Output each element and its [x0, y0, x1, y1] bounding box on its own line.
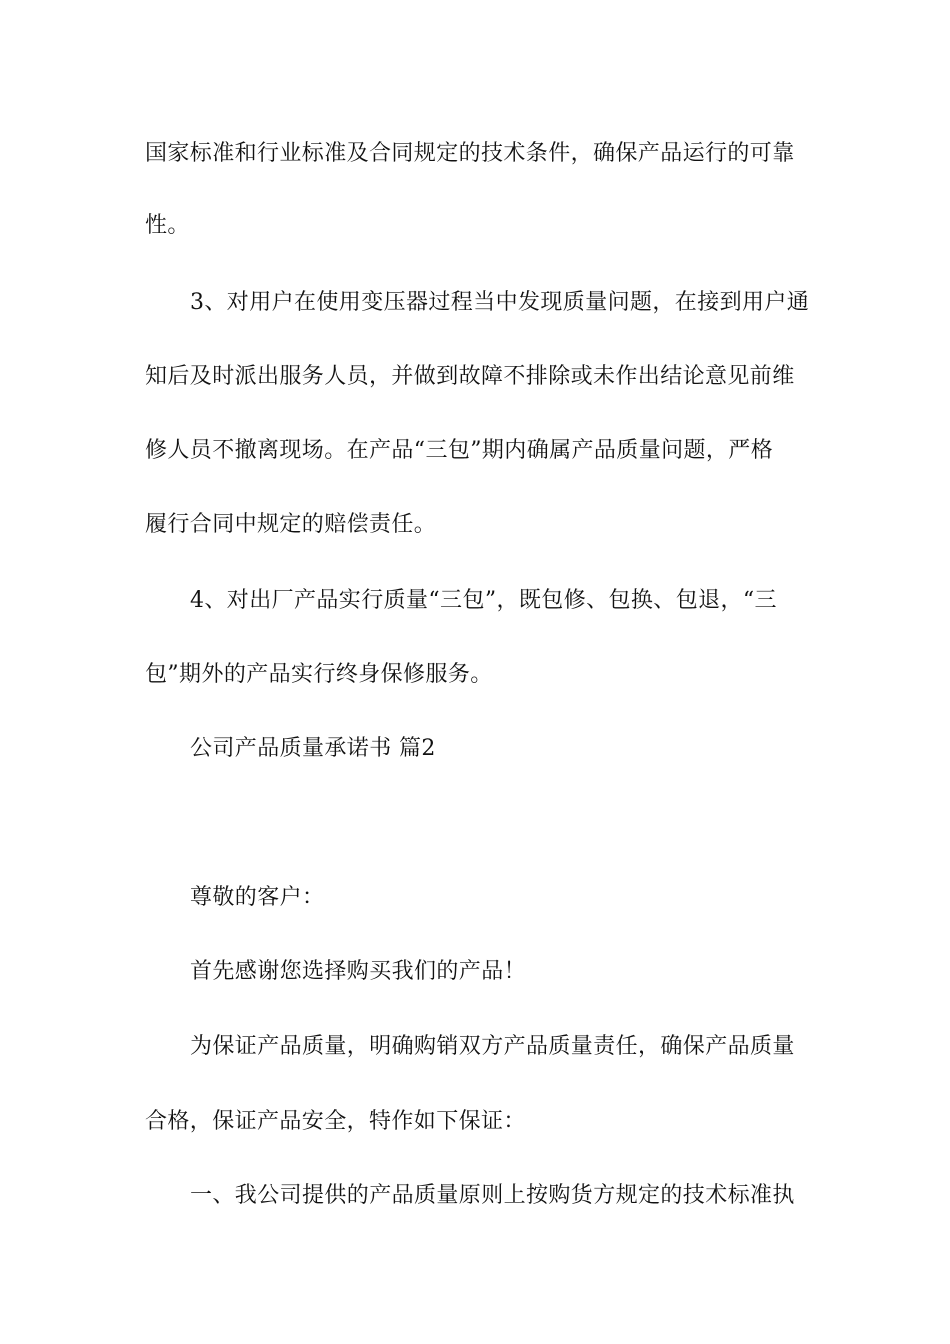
paragraph-line: 为保证产品质量，明确购销双方产品质量责任，确保产品质量 — [190, 1034, 795, 1059]
paragraph-line: 一、我公司提供的产品质量原则上按购货方规定的技术标准执 — [190, 1183, 795, 1208]
paragraph-line: 履行合同中规定的赔偿责任。 — [145, 512, 437, 537]
section-heading: 公司产品质量承诺书 篇2 — [190, 736, 436, 761]
paragraph-line: 4、对出厂产品实行质量“三包”，既包修、包换、包退，“三 — [190, 588, 777, 613]
paragraph-line: 合格，保证产品安全，特作如下保证： — [145, 1109, 526, 1134]
paragraph-line: 包”期外的产品实行终身保修服务。 — [145, 662, 493, 687]
paragraph-line: 修人员不撤离现场。在产品“三包”期内确属产品质量问题，严格 — [145, 438, 774, 463]
paragraph-line: 国家标准和行业标准及合同规定的技术条件，确保产品运行的可靠 — [145, 141, 795, 166]
paragraph-line: 知后及时派出服务人员，并做到故障不排除或未作出结论意见前维 — [145, 364, 795, 389]
paragraph-line: 性。 — [145, 213, 190, 238]
paragraph-line: 首先感谢您选择购买我们的产品！ — [190, 959, 527, 984]
salutation: 尊敬的客户： — [190, 885, 325, 910]
paragraph-line: 3、对用户在使用变压器过程当中发现质量问题，在接到用户通 — [190, 290, 810, 315]
